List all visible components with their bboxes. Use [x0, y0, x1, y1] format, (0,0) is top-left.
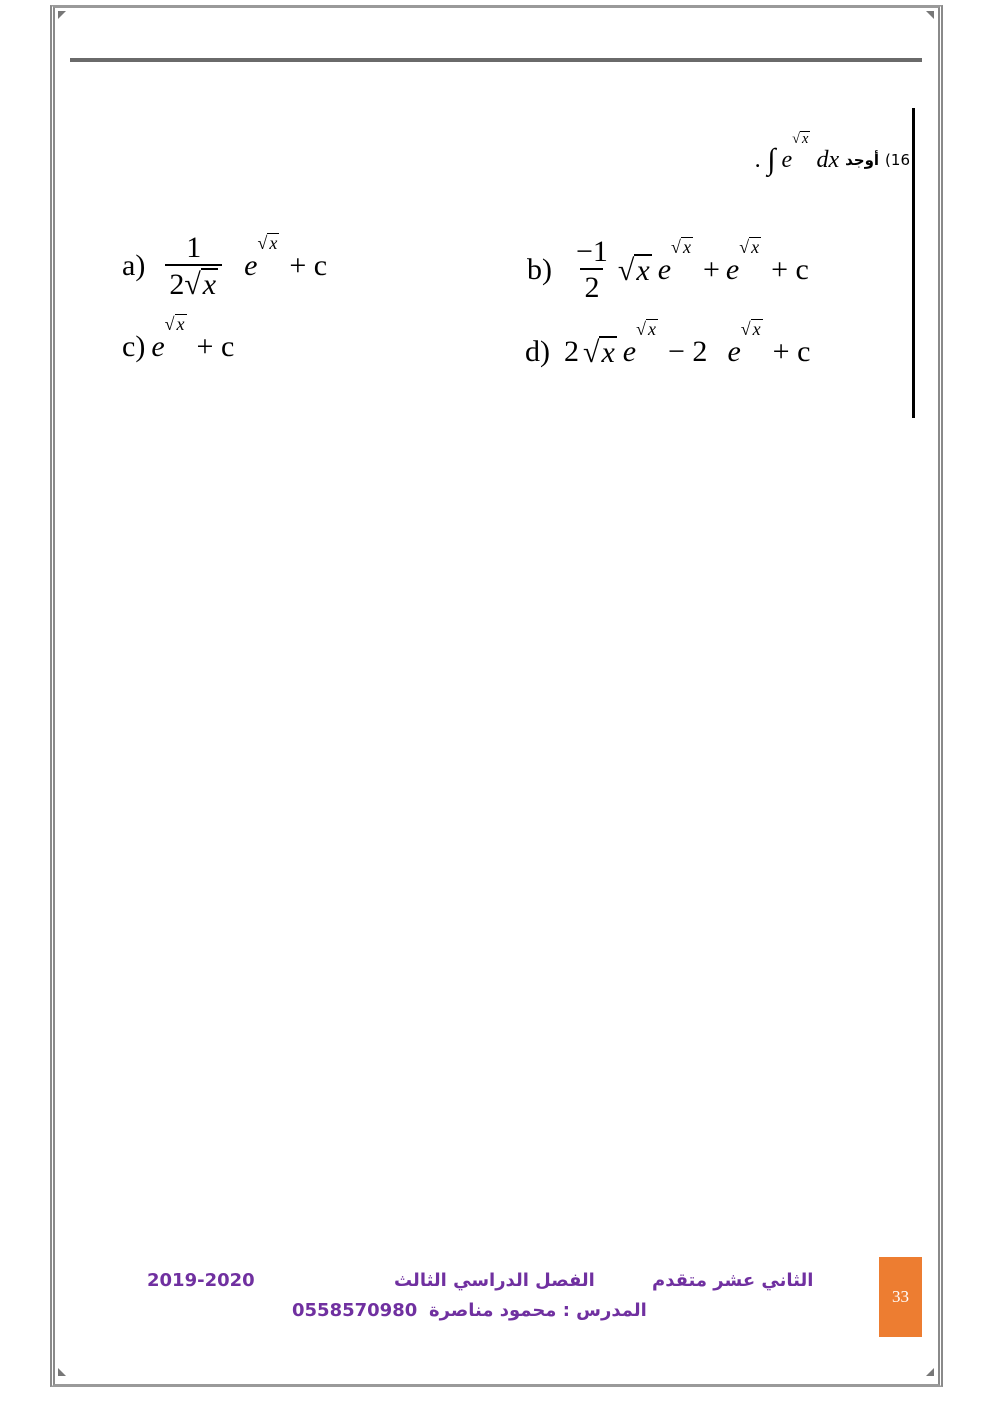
option-b-base: e: [657, 252, 672, 286]
option-d-label: d): [525, 335, 550, 368]
option-b-label: b): [527, 252, 552, 286]
footer-teacher: المدرس : محمود مناصرة: [429, 1300, 647, 1321]
option-c-base: e: [151, 330, 165, 363]
option-b-numerator: −1: [576, 235, 608, 268]
option-d[interactable]: [525, 319, 811, 369]
option-b-sqrt: √ x: [617, 253, 650, 287]
option-b-plus: +: [702, 252, 720, 286]
option-d-exp2-radicand: x: [752, 319, 761, 339]
option-b-exp2-radicand: x: [751, 236, 760, 257]
integrand-base: e: [781, 146, 793, 173]
option-a-numerator: 1: [186, 231, 202, 264]
option-b-tail: + c: [771, 252, 809, 286]
option-a-tail: + c: [289, 249, 328, 282]
option-a-den-radicand: x: [202, 267, 217, 301]
option-c-label: c): [122, 330, 146, 363]
integrand: e √ x: [781, 130, 809, 173]
option-d-exponential-2: e √ x: [727, 319, 761, 368]
corner-mark-bottom-left: [58, 1368, 66, 1376]
question-16: [755, 130, 910, 180]
option-c-exp-radicand: x: [176, 314, 185, 334]
corner-mark-bottom-right: [926, 1368, 934, 1376]
option-b-base2: e: [725, 252, 740, 286]
option-d-base2: e: [727, 335, 741, 368]
option-a[interactable]: [122, 232, 327, 300]
option-d-coeff: 2: [564, 335, 579, 368]
integral-sign: ∫: [767, 143, 776, 176]
integrand-exponent: x: [802, 130, 809, 147]
option-c[interactable]: [122, 314, 235, 364]
page-border: [50, 5, 943, 1387]
option-b-exponential: e √ x: [657, 236, 691, 286]
option-c-exponential: e √ x: [151, 314, 185, 363]
option-d-radicand: x: [601, 336, 615, 369]
option-c-tail: + c: [196, 330, 235, 363]
question-number: (16: [885, 151, 910, 169]
option-b-radicand: x: [636, 253, 650, 287]
page-number: 33: [892, 1287, 909, 1306]
differential: dx: [816, 146, 840, 173]
option-d-exponential: e √ x: [622, 319, 657, 368]
option-d-minus: − 2: [668, 335, 708, 368]
question-verb: أوجد: [845, 151, 880, 169]
footer-grade: الثاني عشر متقدم: [652, 1270, 814, 1291]
question-period: .: [755, 146, 762, 173]
option-b-exp-radicand: x: [682, 236, 691, 257]
option-a-label: a): [122, 249, 146, 282]
option-d-base: e: [622, 335, 637, 368]
page-number-box: [879, 1257, 922, 1337]
corner-mark-top-right: [926, 11, 934, 19]
option-b-fraction: [572, 236, 612, 303]
footer-phone: 0558570980: [292, 1300, 418, 1321]
footer-term: الفصل الدراسي الثالث: [394, 1270, 595, 1291]
footer-year: 2019-2020: [147, 1270, 255, 1291]
option-a-exponential: e √ x: [244, 233, 278, 282]
option-d-sqrt: √ x: [583, 336, 615, 369]
question-side-bar: [912, 108, 915, 418]
option-b-exponential-2: e √ x: [725, 236, 760, 286]
option-b-denominator: 2: [580, 268, 603, 304]
header-rule: [70, 58, 922, 62]
option-a-exp-radicand: x: [269, 233, 278, 253]
option-d-tail: + c: [772, 335, 811, 368]
corner-mark-top-left: [58, 11, 66, 19]
option-a-base: e: [244, 249, 258, 282]
option-b[interactable]: [527, 236, 809, 303]
option-d-exp-radicand: x: [648, 319, 657, 339]
option-a-fraction: 1 2 √ x: [165, 232, 222, 300]
option-a-den-coeff: 2: [169, 267, 185, 301]
